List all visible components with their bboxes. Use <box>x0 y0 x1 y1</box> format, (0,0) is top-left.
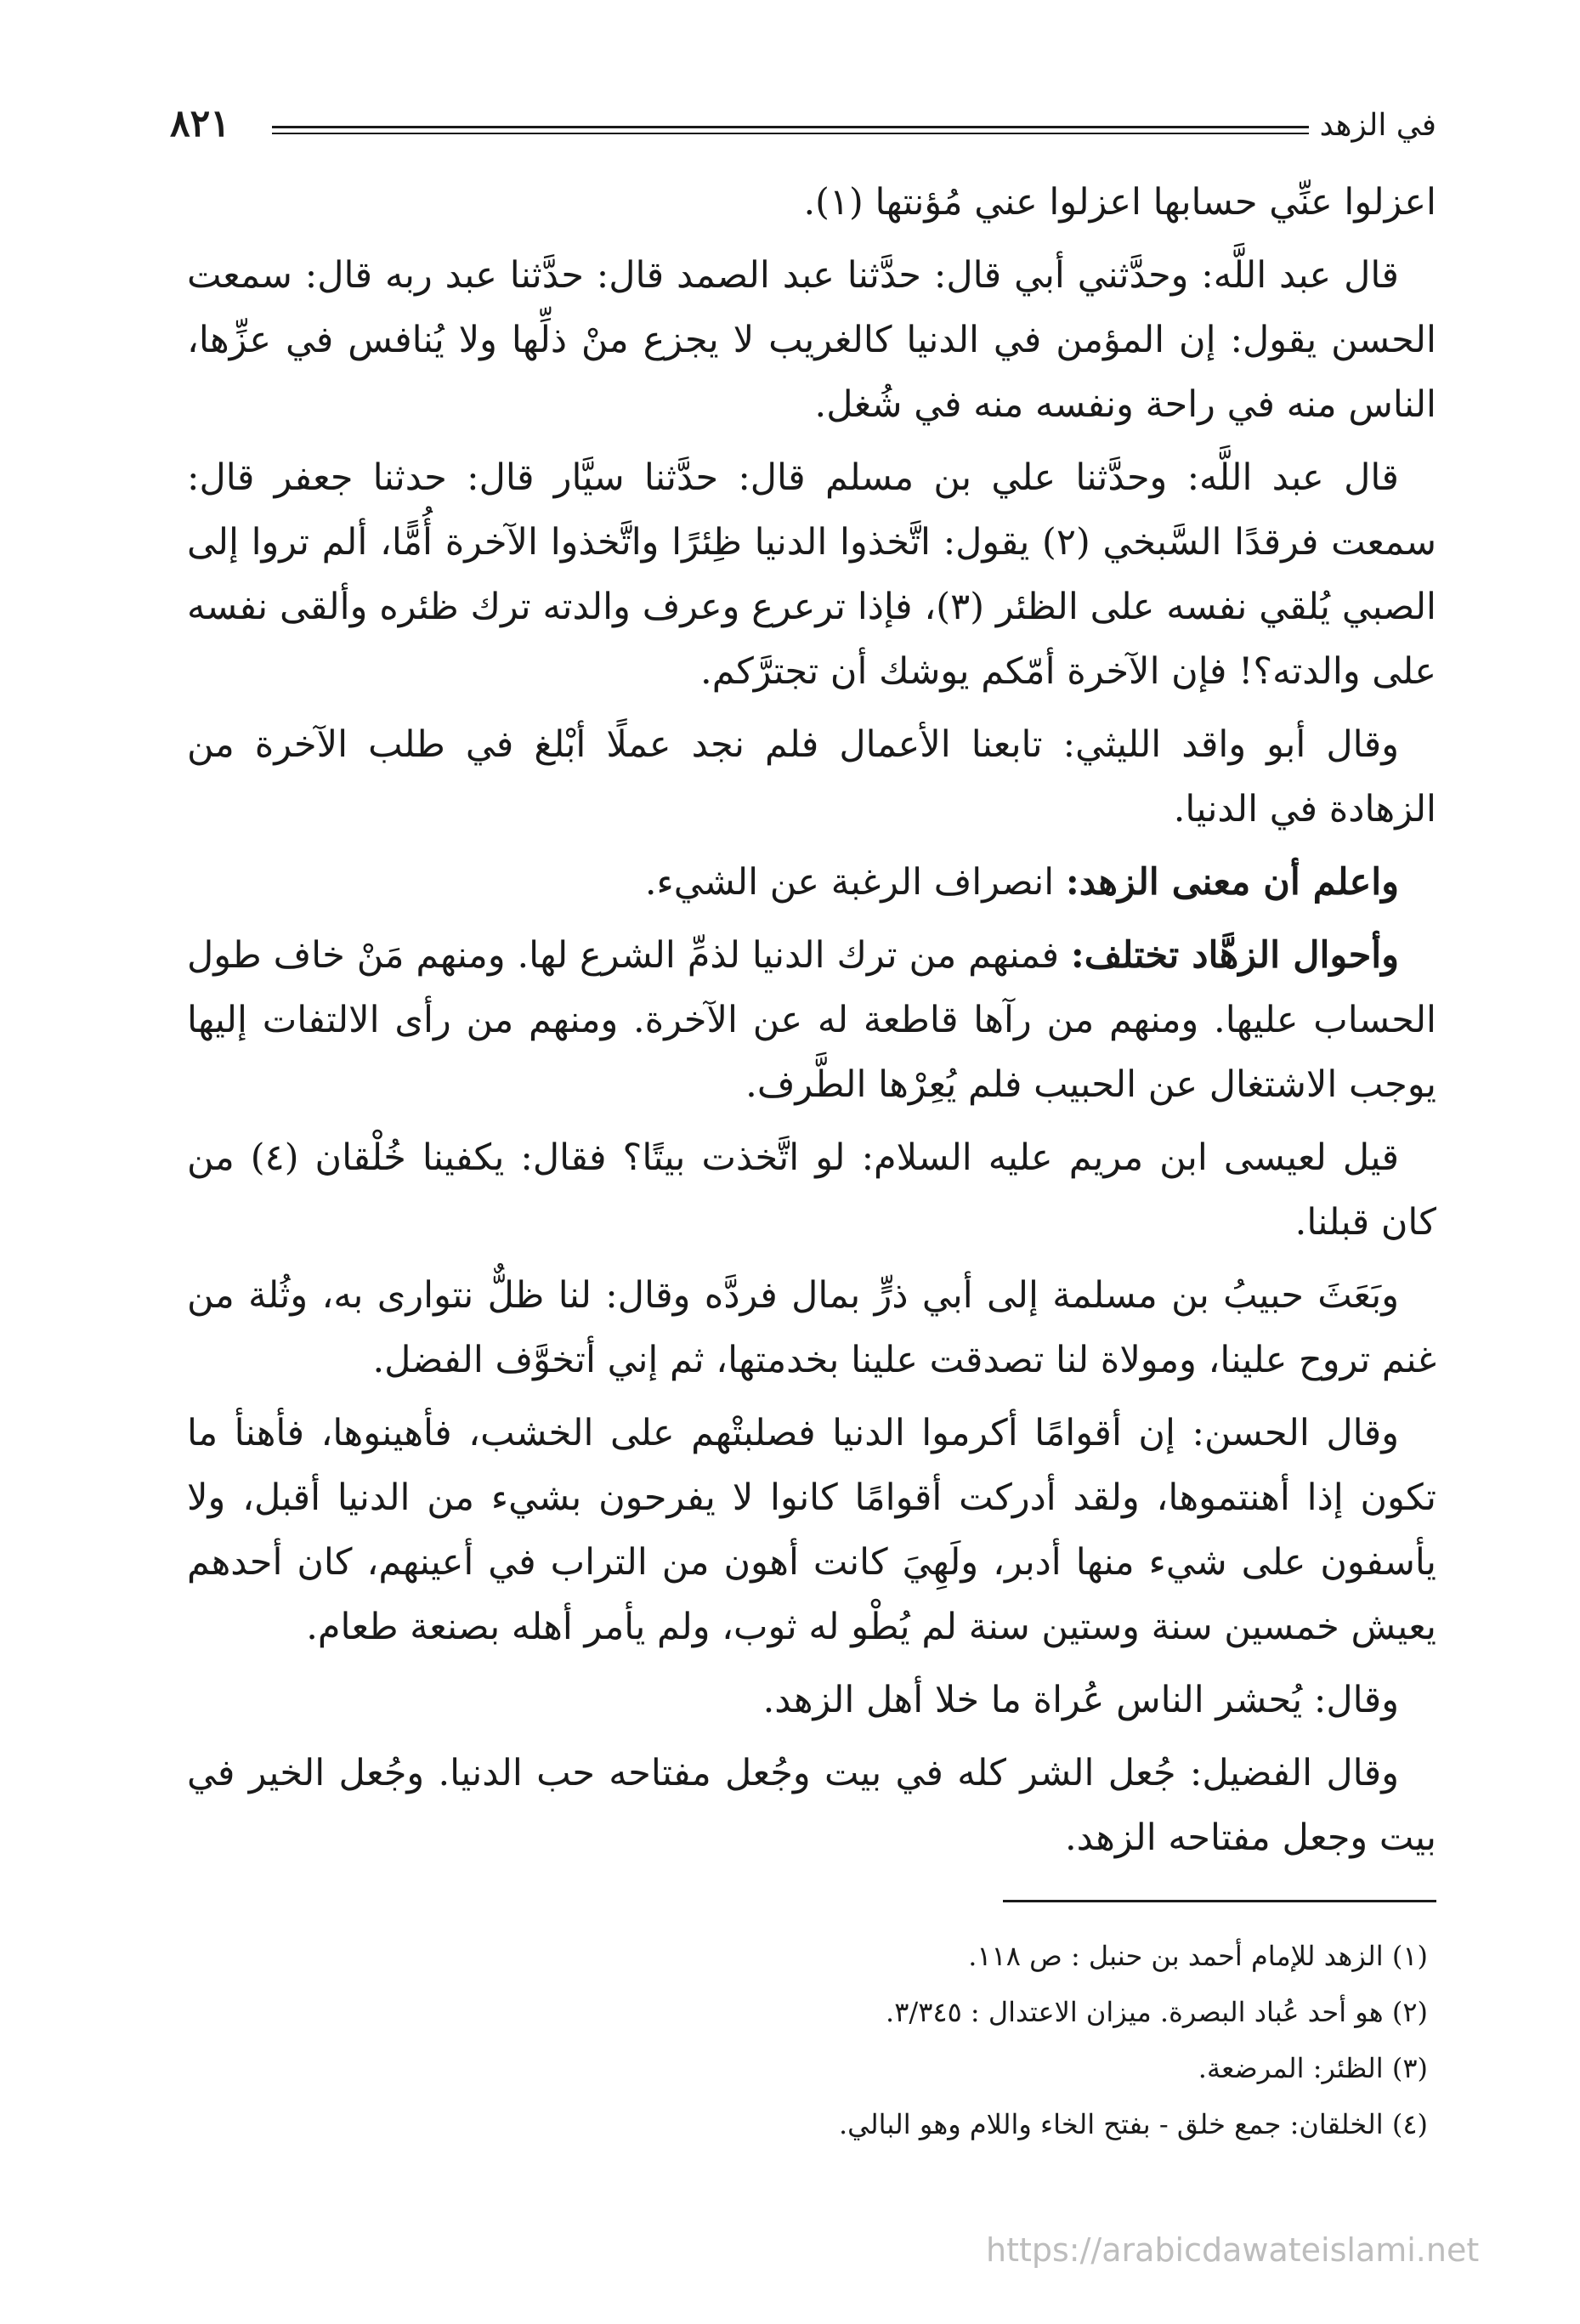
paragraph-8-text: وبَعَثَ حبيبُ بن مسلمة إلى أبي ذرٍّ بمال فردَّه وقال: لنا ظلٌّ نتوارى به، وثُلة من غنم تروح علينا، ومولاة لنا تصدقت علينا بخدمتها، ثم إني أتخوَّف الفضل. <box>187 1274 1436 1381</box>
footnote-separator <box>1003 1900 1436 1902</box>
paragraph-11-text: وقال الفضيل: جُعل الشر كله في بيت وجُعل مفتاحه حب الدنيا. وجُعل الخير في بيت وجعل مفتاحه الزهد. <box>187 1752 1436 1859</box>
footnote-3: (٣) الظئر: المرضعة. <box>1198 2052 1428 2084</box>
paragraph-8 <box>187 1263 1436 1392</box>
paragraph-4 <box>187 712 1436 842</box>
book-title: في الزهد <box>1319 108 1436 143</box>
paragraph-2 <box>187 243 1436 437</box>
running-header <box>170 102 1436 162</box>
header-rule-bottom <box>272 133 1309 134</box>
paragraph-10-text: وقال: يُحشر الناس عُراة ما خلا أهل الزهد. <box>762 1679 1399 1721</box>
paragraph-1-text: اعزلوا عنِّي حسابها اعزلوا عني مُؤنتها (١). <box>803 181 1436 224</box>
main-text <box>187 170 1436 1879</box>
footnote-2: (٢) هو أحد عُباد البصرة. ميزان الاعتدال : ٣/٣٤٥. <box>886 1996 1428 2028</box>
paragraph-5-text: انصراف الرغبة عن الشيء. <box>644 861 1066 904</box>
paragraph-9 <box>187 1401 1436 1659</box>
paragraph-11 <box>187 1741 1436 1870</box>
paragraph-7-text: قيل لعيسى ابن مريم عليه السلام: لو اتَّخذت بيتًا؟ فقال: يكفينا خُلْقان (٤) من كان قبلنا. <box>187 1136 1436 1244</box>
paragraph-5 <box>187 850 1436 915</box>
paragraph-10 <box>187 1668 1436 1732</box>
footnotes <box>340 1930 1428 2154</box>
paragraph-6 <box>187 923 1436 1117</box>
paragraph-5-lead: واعلم أن معنى الزهد: <box>1065 861 1399 904</box>
footnote-4: (٤) الخلقان: جمع خلق - بفتح الخاء واللام وهو البالي. <box>839 2108 1428 2140</box>
paragraph-6-text: فمنهم من ترك الدنيا لذمِّ الشرع لها. ومنهم مَنْ خاف طول الحساب عليها. ومنهم من رآها قاطعة له عن الآخرة. ومنهم من رأى الالتفات إليها يوجب الاشتغال عن الحبيب فلم يُعِرْها الطَّرف. <box>187 934 1436 1106</box>
watermark-url: https://arabicdawateislami.net <box>986 2231 1480 2269</box>
paragraph-9-text: وقال الحسن: إن أقوامًا أكرموا الدنيا فصلبتْهم على الخشب، فأهينوها، فأهنأ ما تكون إذا أهنتموها، ولقد أدركت أقوامًا كانوا لا يفرحون بشيء من الدنيا أقبل، ولا يأسفون على شيء منها أدبر، ولَهِيَ كانت أهون من التراب في أعينهم، كان أحدهم يعيش خمسين سنة وستين سنة لم يُطْو له ثوب، ولم يأمر أهله بصنعة طعام. <box>187 1412 1436 1648</box>
paragraph-4-text: وقال أبو واقد الليثي: تابعنا الأعمال فلم نجد عملًا أبْلغ في طلب الآخرة من الزهادة في الدنيا. <box>187 723 1436 830</box>
paragraph-7 <box>187 1125 1436 1255</box>
footnote-1: (١) الزهد للإمام أحمد بن حنبل : ص ١١٨. <box>968 1940 1428 1972</box>
header-rule-top <box>272 126 1309 128</box>
paragraph-2-text: قال عبد اللَّه: وحدَّثني أبي قال: حدَّثنا عبد الصمد قال: حدَّثنا عبد ربه قال: سمعت الحسن يقول: إن المؤمن في الدنيا كالغريب لا يجزع منْ ذلِّها ولا يُنافس في عزِّها، الناس منه في راحة ونفسه منه في شُغل. <box>187 254 1436 426</box>
paragraph-1 <box>187 170 1436 235</box>
paragraph-3 <box>187 445 1436 704</box>
paragraph-3-text: قال عبد اللَّه: وحدَّثنا علي بن مسلم قال: حدَّثنا سيَّار قال: حدثنا جعفر قال: سمعت فرقدًا السَّبخي (٢) يقول: اتَّخذوا الدنيا ظِئرًا واتَّخذوا الآخرة أُمًّا، ألم تروا إلى الصبي يُلقي نفسه على الظئر (٣)، فإذا ترعرع وعرف والدته ترك ظئره وألقى نفسه على والدته؟! فإن الآخرة أمّكم يوشك أن تجترَّكم. <box>187 456 1436 693</box>
page-number: ٨٢١ <box>170 102 230 145</box>
paragraph-6-lead: وأحوال الزهَّاد تختلف: <box>1070 934 1399 977</box>
